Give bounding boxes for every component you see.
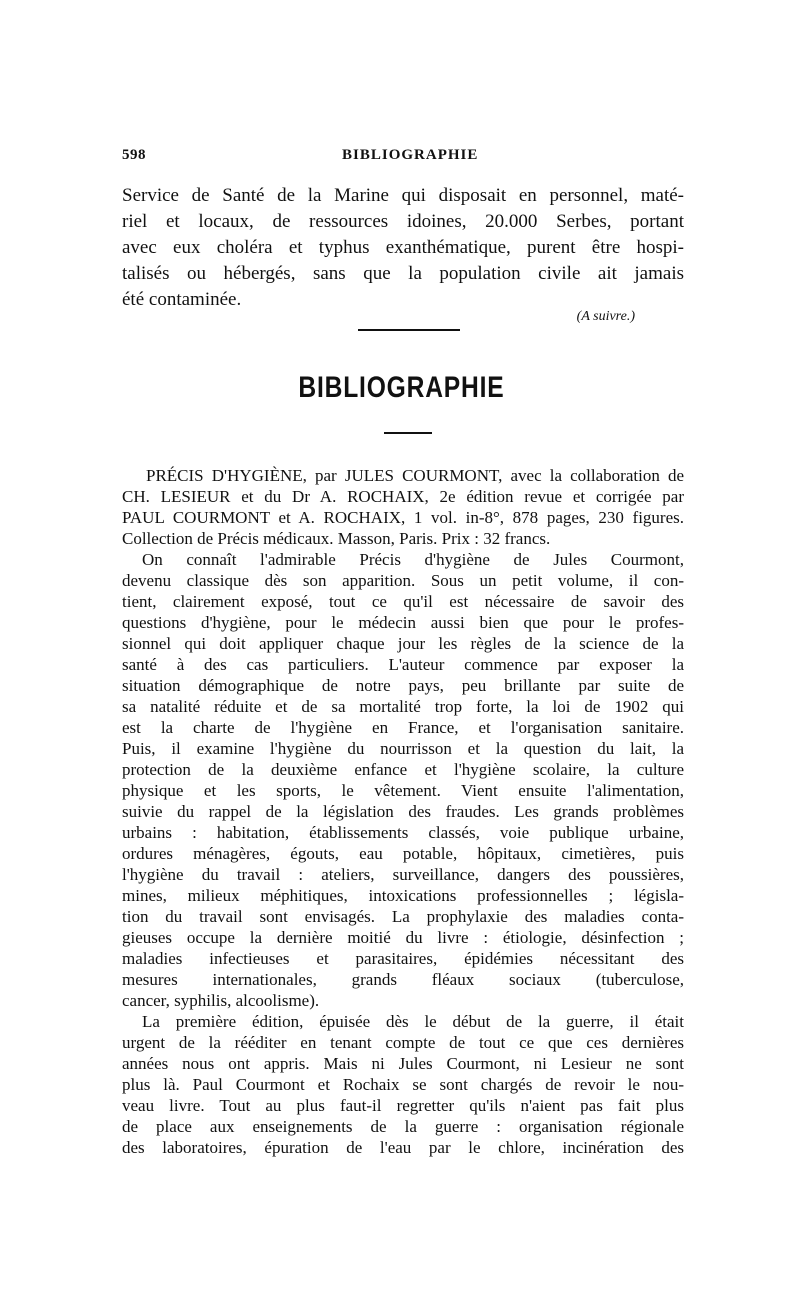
text-line: Puis, il examine l'hygiène du nourrisson et la question du lait, la (122, 739, 684, 758)
separator-rule (358, 329, 460, 331)
previous-article-ending (122, 183, 684, 313)
text-line: santé à des cas particuliers. L'auteur commence par exposer la (122, 655, 684, 674)
text-line: gieuses occupe la dernière moitié du livre : étiologie, désinfection ; (122, 928, 684, 947)
citation-line: PRÉCIS D'HYGIÈNE, par JULES COURMONT, avec la collaboration de (146, 466, 684, 485)
citation-line: CH. LESIEUR et du Dr A. ROCHAIX, 2e édition revue et corrigée par (122, 487, 684, 506)
text-line: mines, milieux méphitiques, intoxications professionnelles ; législa- (122, 886, 684, 905)
text-line: talisés ou hébergés, sans que la population civile ait jamais (122, 263, 684, 284)
text-line: On connaît l'admirable Précis d'hygiène de Jules Courmont, (142, 550, 684, 569)
text-line: des laboratoires, épuration de l'eau par le chlore, incinération des (122, 1138, 684, 1157)
continuation-note: (A suivre.) (576, 309, 635, 324)
text-line: été contaminée. (122, 289, 242, 310)
text-line: veau livre. Tout au plus faut-il regretter qu'ils n'aient pas fait plus (122, 1096, 684, 1115)
text-line: de place aux enseignements de la guerre : organisation régionale (122, 1117, 684, 1136)
text-line: sa natalité réduite et de sa mortalité trop forte, la loi de 1902 qui (122, 697, 684, 716)
text-line: ordures ménagères, égouts, eau potable, hôpitaux, cimetières, puis (122, 844, 684, 863)
text-line: suivie du rappel de la législation des fraudes. Les grands problèmes (122, 802, 684, 821)
text-line: mesures internationales, grands fléaux sociaux (tuberculose, (122, 970, 684, 989)
text-line: cancer, syphilis, alcoolisme). (122, 991, 320, 1010)
text-line: La première édition, épuisée dès le début de la guerre, il était (142, 1012, 684, 1031)
text-line: années nous ont appris. Mais ni Jules Courmont, ni Lesieur ne sont (122, 1054, 684, 1073)
text-line: sionnel qui doit appliquer chaque jour les règles de la science de la (122, 634, 684, 653)
text-line: urbains : habitation, établissements classés, voie publique urbaine, (122, 823, 684, 842)
running-title: BIBLIOGRAPHIE (342, 147, 479, 163)
running-head (122, 147, 684, 167)
review-body (122, 465, 684, 1158)
citation-line: PAUL COURMONT et A. ROCHAIX, 1 vol. in-8°, 878 pages, 230 figures. (122, 508, 684, 527)
text-line: tient, clairement exposé, tout ce qu'il est nécessaire de savoir des (122, 592, 684, 611)
text-line: maladies infectieuses et parasitaires, épidémies nécessitant des (122, 949, 684, 968)
text-line: plus là. Paul Courmont et Rochaix se sont chargés de revoir le nou- (122, 1075, 684, 1094)
text-line: devenu classique dès son apparition. Sous un petit volume, il con- (122, 571, 684, 590)
text-line: protection de la deuxième enfance et l'hygiène scolaire, la culture (122, 760, 684, 779)
page-number: 598 (122, 147, 146, 163)
citation-line: Collection de Précis médicaux. Masson, Paris. Prix : 32 francs. (122, 529, 551, 548)
text-line: avec eux choléra et typhus exanthématique, purent être hospi- (122, 237, 684, 258)
section-title: BIBLIOGRAPHIE (298, 371, 505, 404)
title-rule (384, 432, 432, 434)
text-line: physique et les sports, le vêtement. Vient ensuite l'alimentation, (122, 781, 684, 800)
text-line: urgent de la rééditer en tenant compte de tout ce que ces dernières (122, 1033, 684, 1052)
text-line: est la charte de l'hygiène en France, et l'organisation sanitaire. (122, 718, 684, 737)
text-line: Service de Santé de la Marine qui disposait en personnel, maté- (122, 185, 684, 206)
text-line: tion du travail sont envisagés. La prophylaxie des maladies conta- (122, 907, 684, 926)
text-line: situation démographique de notre pays, peu brillante par suite de (122, 676, 684, 695)
text-line: l'hygiène du travail : ateliers, surveillance, dangers des poussières, (122, 865, 684, 884)
text-line: questions d'hygiène, pour le médecin aussi bien que pour le profes- (122, 613, 684, 632)
text-line: riel et locaux, de ressources idoines, 20.000 Serbes, portant (122, 211, 684, 232)
